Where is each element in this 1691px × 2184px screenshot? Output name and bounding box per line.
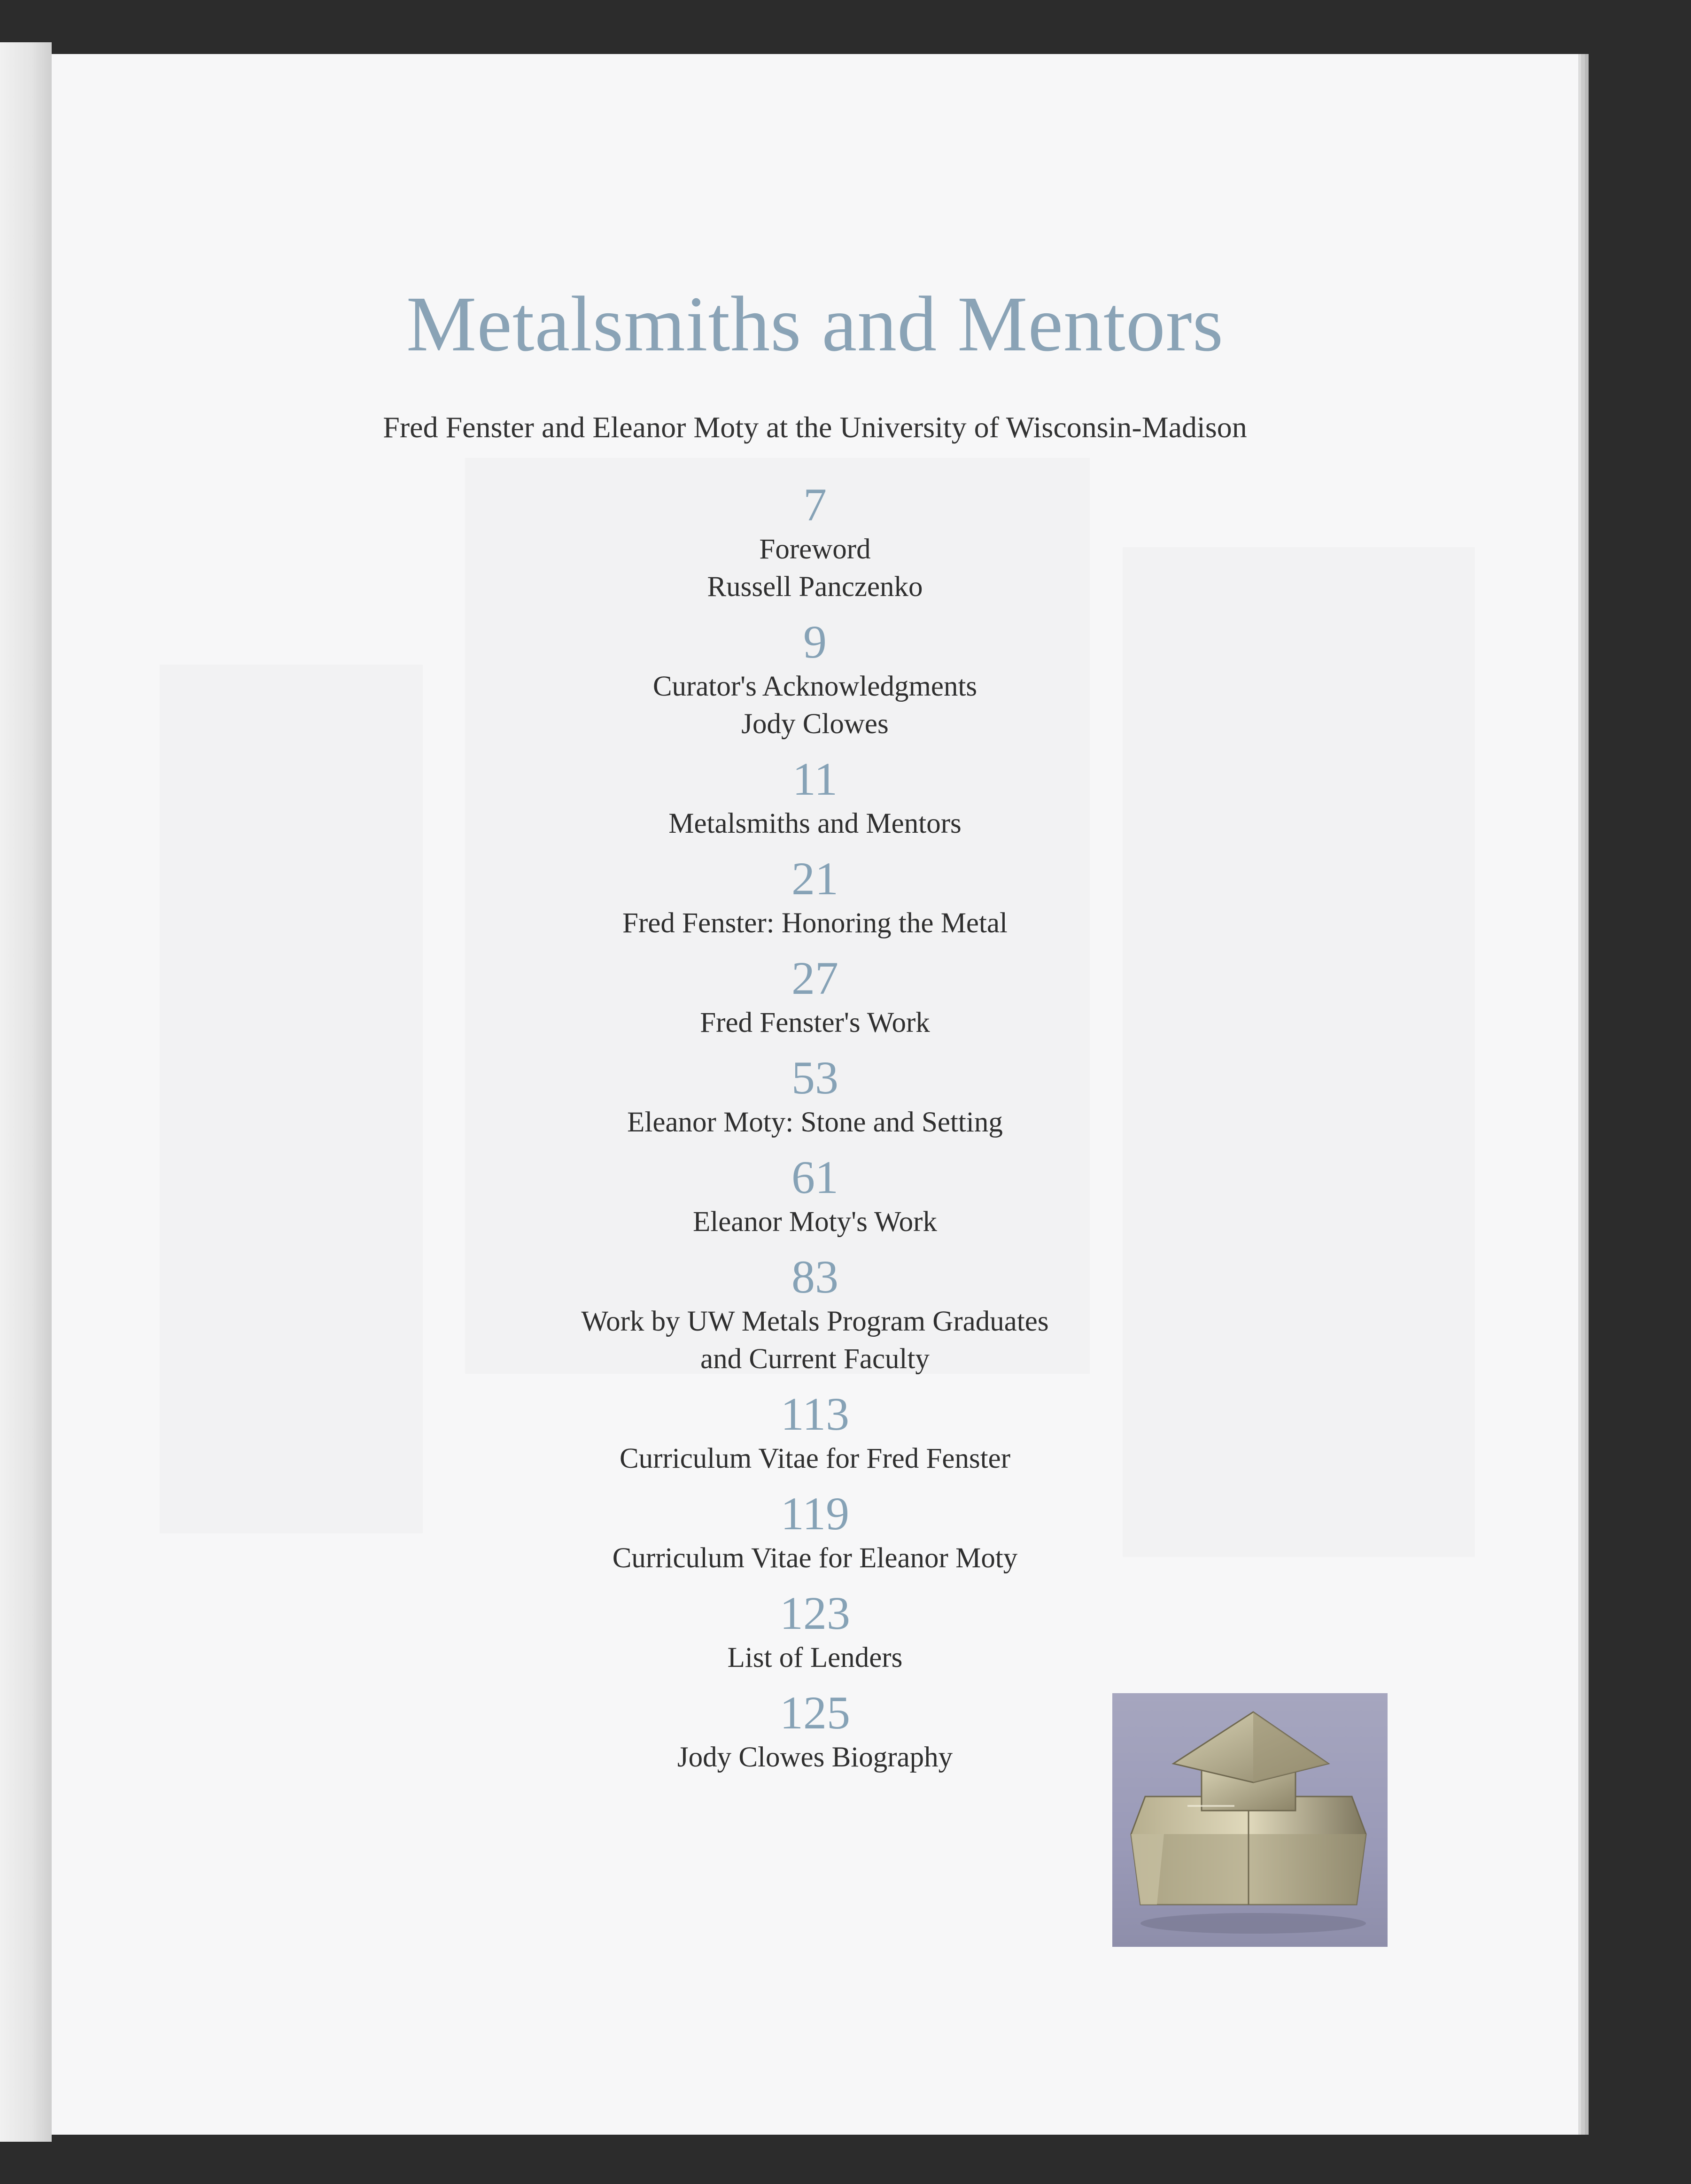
left-page-edge xyxy=(0,42,52,2142)
toc-page-number: 83 xyxy=(791,1251,838,1303)
toc-page-number: 113 xyxy=(780,1388,850,1440)
toc-entry-title: Curriculum Vitae for Fred Fenster xyxy=(619,1443,1011,1474)
toc-entry-title: Curriculum Vitae for Eleanor Moty xyxy=(612,1542,1018,1574)
toc-page-number: 125 xyxy=(780,1687,850,1739)
toc-entry xyxy=(52,616,1578,743)
toc-entry xyxy=(52,1388,1578,1478)
toc-entry-title: List of Lenders xyxy=(727,1642,903,1673)
toc-entry xyxy=(52,1251,1578,1378)
toc-page-number: 11 xyxy=(792,753,838,805)
page xyxy=(52,54,1578,2135)
toc-entry xyxy=(52,1588,1578,1677)
page-subtitle: Fred Fenster and Eleanor Moty at the University of Wisconsin-Madison xyxy=(383,410,1247,444)
toc-page-number: 27 xyxy=(791,952,838,1004)
toc-entry-title: Metalsmiths and Mentors xyxy=(668,808,962,839)
toc-page-number: 61 xyxy=(791,1151,838,1203)
toc-page-number: 53 xyxy=(791,1052,838,1104)
toc-entry-title: Eleanor Moty's Work xyxy=(693,1206,937,1238)
toc-entry-title: Jody Clowes Biography xyxy=(677,1742,953,1773)
toc-page-number: 9 xyxy=(803,616,827,668)
toc-page-number: 119 xyxy=(780,1487,850,1540)
toc-entry xyxy=(52,1052,1578,1141)
toc-entry xyxy=(52,753,1578,843)
toc-entry-title: Fred Fenster: Honoring the Metal xyxy=(622,907,1008,939)
toc-entry xyxy=(52,1488,1578,1577)
toc-entry xyxy=(52,1152,1578,1241)
toc-entry xyxy=(52,479,1578,606)
toc-page-number: 7 xyxy=(803,479,827,531)
inkwell-photo xyxy=(1112,1693,1388,1947)
toc-entry-subline: and Current Faculty xyxy=(700,1343,930,1375)
toc-entry-subline: Russell Panczenko xyxy=(707,571,923,603)
toc-entry-title: Foreword xyxy=(759,534,871,565)
toc-entry-subline: Jody Clowes xyxy=(741,708,889,740)
toc-entry xyxy=(52,853,1578,942)
toc-entry xyxy=(52,953,1578,1042)
toc-entry-title: Curator's Acknowledgments xyxy=(652,671,977,702)
table-of-contents xyxy=(52,479,1578,1776)
toc-entry-title: Work by UW Metals Program Graduates xyxy=(581,1306,1049,1337)
contents-page xyxy=(52,54,1578,2135)
toc-page-number: 21 xyxy=(791,852,838,905)
toc-entry-title: Fred Fenster's Work xyxy=(700,1007,930,1038)
page-title: Metalsmiths and Mentors xyxy=(406,280,1224,368)
toc-page-number: 123 xyxy=(780,1587,850,1639)
toc-entry-title: Eleanor Moty: Stone and Setting xyxy=(627,1107,1003,1138)
